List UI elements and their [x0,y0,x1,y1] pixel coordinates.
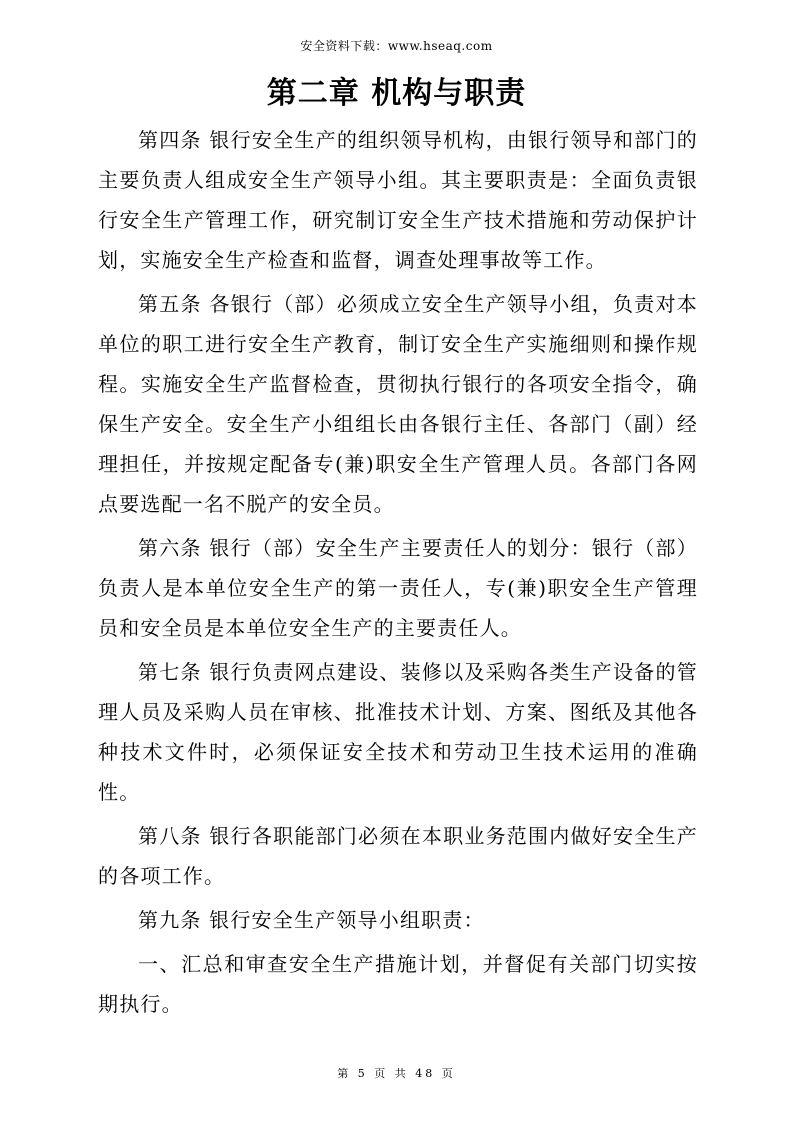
chapter-title: 第二章 机构与职责 [266,76,527,111]
article-9-item-1-paragraph: 一、汇总和审查安全生产措施计划，并督促有关部门切实按期执行。 [98,952,698,1016]
page-number-footer: 第 5 页 共 48 页 [337,1067,456,1080]
article-5-paragraph: 第五条 各银行（部）必须成立安全生产领导小组，负责对本单位的职工进行安全生产教育，制订安全生产实施细则和操作规程。实施安全生产监督检查，贯彻执行银行的各项安全指令，确保生产安全。安全生产小组组长由各银行主任、各部门（副）经理担任，并按规定配备专(兼)职安全生产管理人员。各部门各网点要选配一名不脱产的安全员。 [98,292,698,516]
article-7-paragraph: 第七条 银行负责网点建设、装修以及采购各类生产设备的管理人员及采购人员在审核、批准技术计划、方案、图纸及其他各种技术文件时，必须保证安全技术和劳动卫生技术运用的准确性。 [98,660,698,804]
article-6-paragraph: 第六条 银行（部）安全生产主要责任人的划分：银行（部）负责人是本单位安全生产的第一责任人，专(兼)职安全生产管理员和安全员是本单位安全生产的主要责任人。 [98,536,698,640]
document-body [98,120,698,1024]
article-4-paragraph: 第四条 银行安全生产的组织领导机构，由银行领导和部门的主要负责人组成安全生产领导小组。其主要职责是：全面负责银行安全生产管理工作，研究制订安全生产技术措施和劳动保护计划，实施安全生产检查和监督，调查处理事故等工作。 [98,128,698,272]
page-header: 安全资料下载：www.hseaq.com [300,39,493,53]
article-8-paragraph: 第八条 银行各职能部门必须在本职业务范围内做好安全生产的各项工作。 [98,824,698,888]
article-9-paragraph: 第九条 银行安全生产领导小组职责： [138,908,485,932]
